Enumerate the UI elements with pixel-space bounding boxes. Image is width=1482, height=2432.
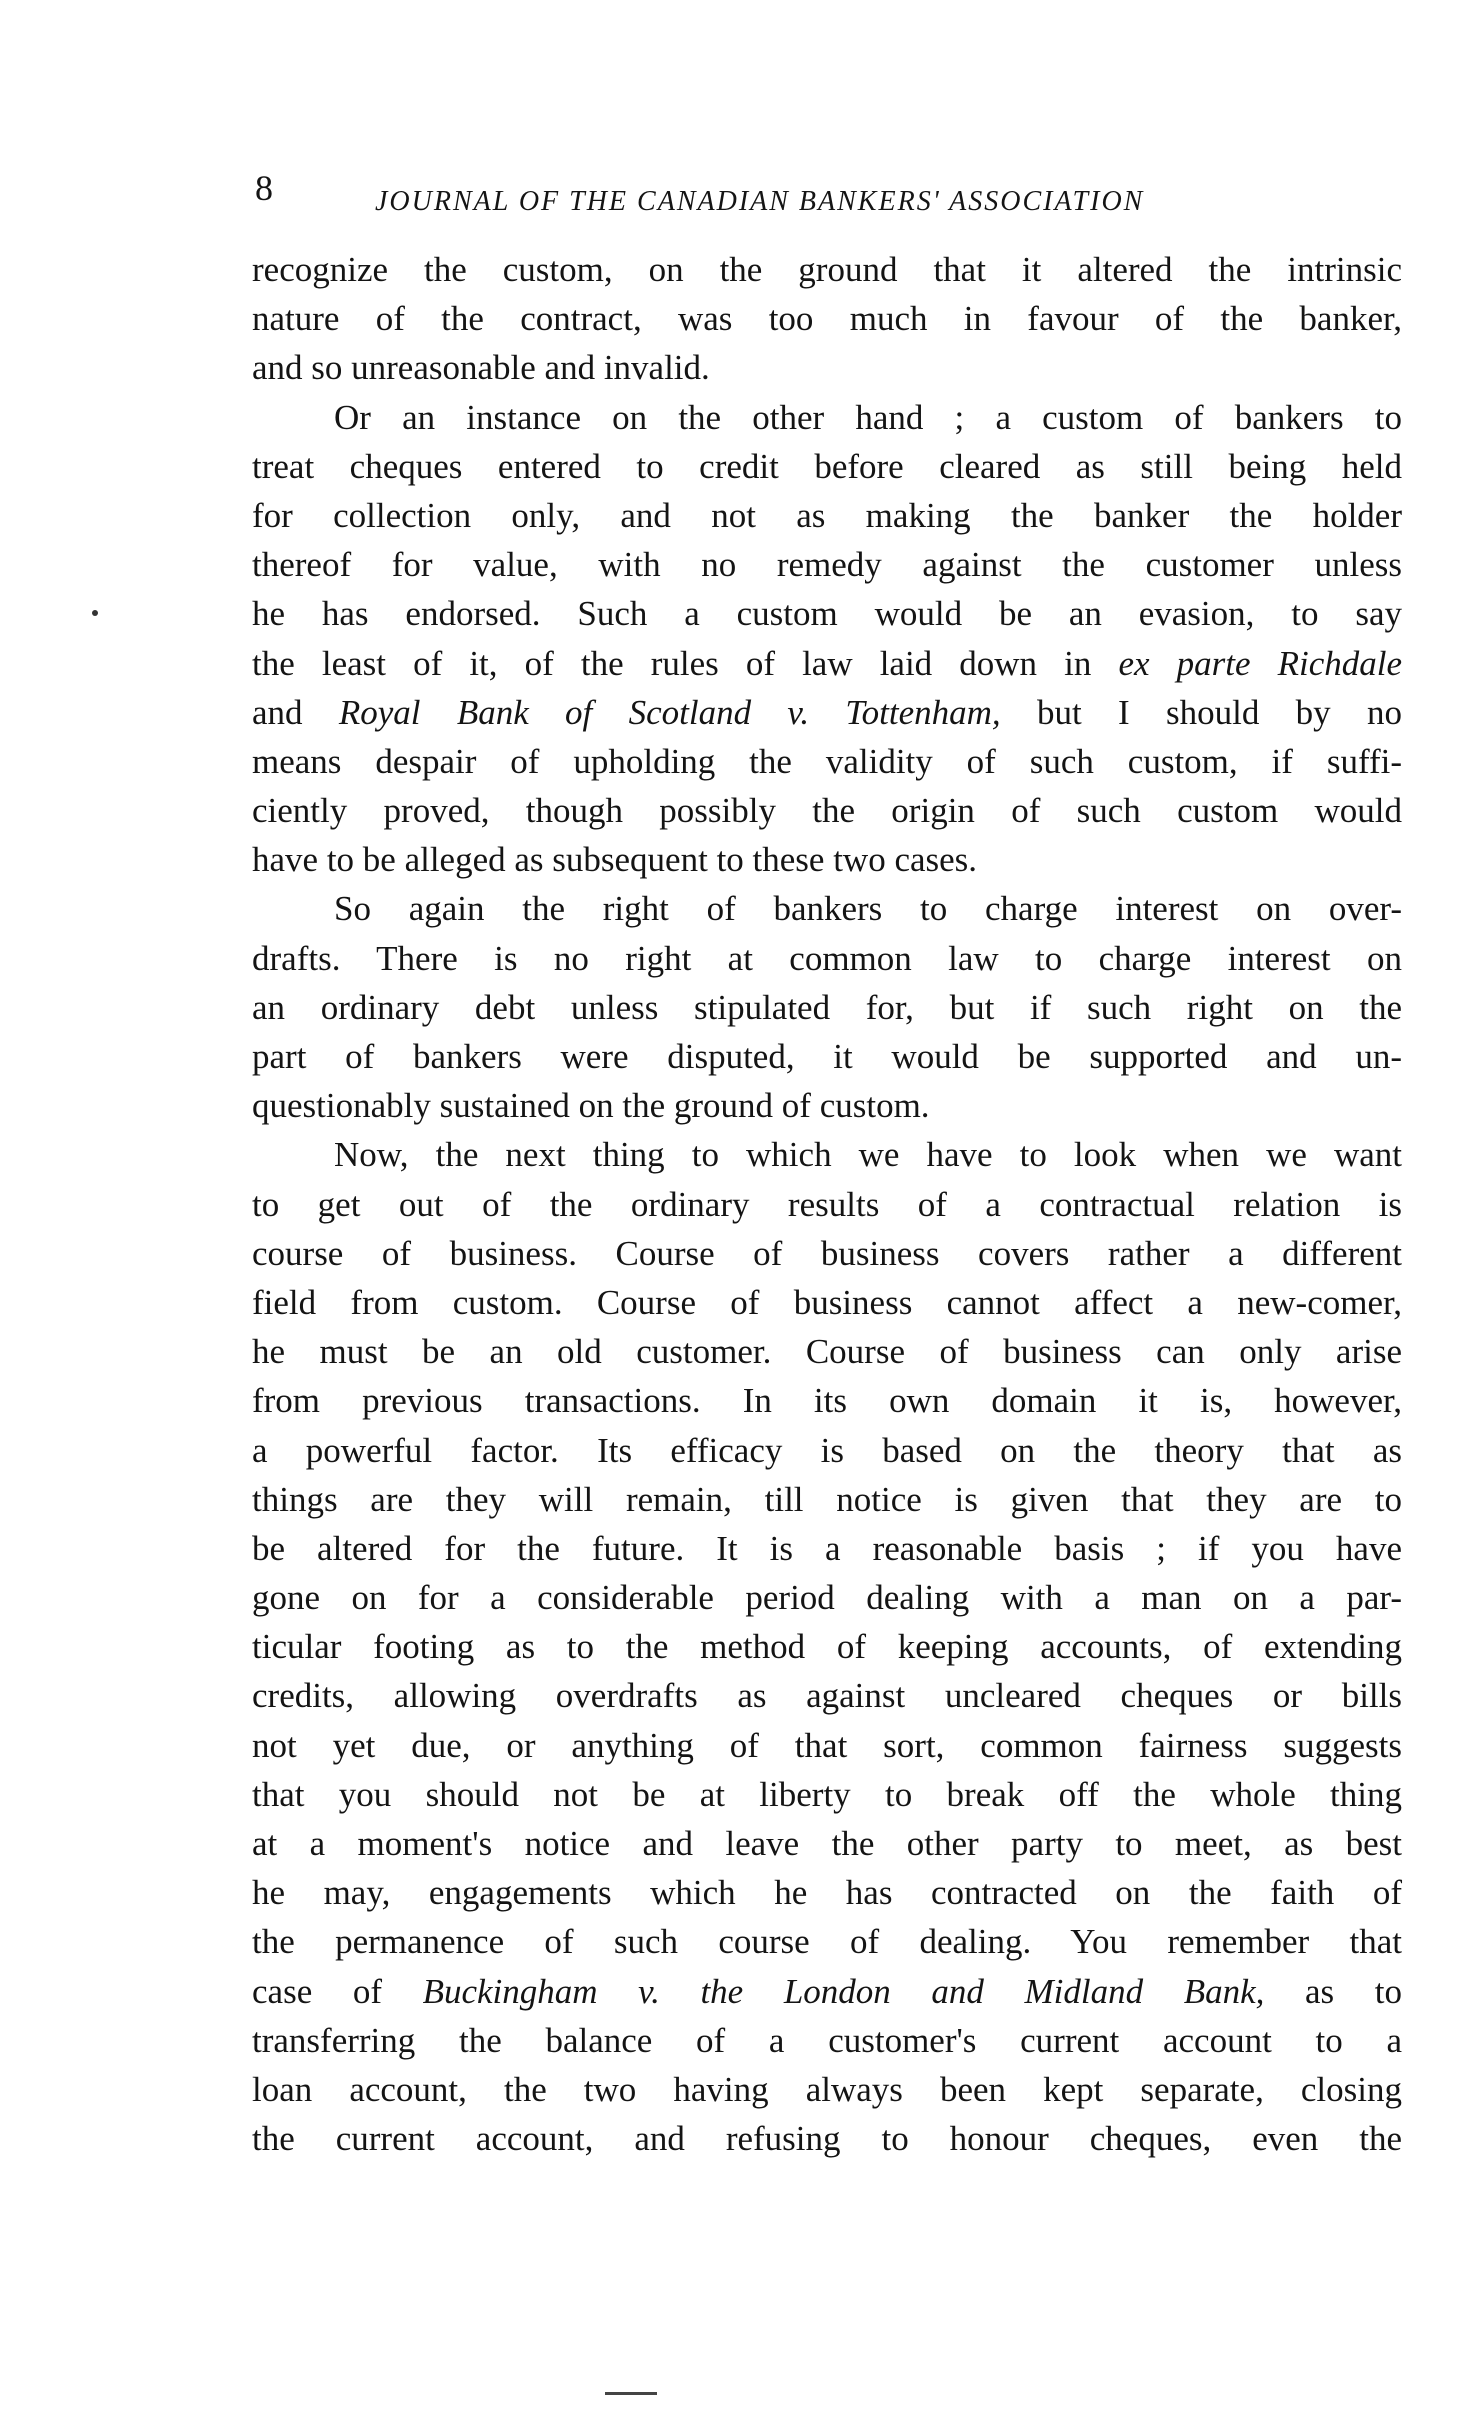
text-line: Or an instance on the other hand ; a custom of bankers to <box>334 397 1402 437</box>
stray-margin-mark <box>92 610 98 616</box>
page-number: 8 <box>255 168 273 208</box>
text-line: have to be alleged as subsequent to these two cases. <box>252 840 978 880</box>
text-line: a powerful factor. Its efficacy is based on the theory that as <box>252 1430 1402 1470</box>
text-line: loan account, the two having always been kept separate, closing <box>252 2069 1402 2109</box>
body-text <box>252 245 1402 2163</box>
case-citation: ex parte Richdale <box>1118 643 1402 683</box>
text-line: the current account, and refusing to honour cheques, even the <box>252 2119 1402 2159</box>
text-line: treat cheques entered to credit before cleared as still being held <box>252 446 1402 486</box>
text-line: field from custom. Course of business cannot affect a new-comer, <box>252 1282 1402 1322</box>
text-line: ciently proved, though possibly the origin of such custom would <box>252 791 1402 831</box>
text-segment: and <box>252 692 339 732</box>
text-line: be altered for the future. It is a reasonable basis ; if you have <box>252 1528 1402 1568</box>
text-line: things are they will remain, till notice is given that they are to <box>252 1479 1402 1519</box>
case-citation: Buckingham v. the London and Midland Bank, <box>422 1971 1265 2011</box>
text-line: recognize the custom, on the ground that it altered the intrinsic <box>252 250 1402 289</box>
text-line: questionably sustained on the ground of custom. <box>252 1086 930 1126</box>
text-line: at a moment's notice and leave the other party to meet, as best <box>252 1824 1402 1863</box>
text-line <box>252 688 1402 737</box>
text-line: course of business. Course of business covers rather a different <box>252 1233 1402 1273</box>
text-line: that you should not be at liberty to break off the whole thing <box>252 1774 1402 1814</box>
text-line: for collection only, and not as making the banker the holder <box>252 495 1402 535</box>
text-line: credits, allowing overdrafts as against uncleared cheques or bills <box>252 1676 1402 1716</box>
text-line <box>252 639 1402 688</box>
text-line: the permanence of such course of dealing. You remember that <box>252 1922 1402 1962</box>
text-line: not yet due, or anything of that sort, common fairness suggests <box>252 1725 1402 1765</box>
text-line: transferring the balance of a customer's current account to a <box>252 2020 1402 2060</box>
text-line: to get out of the ordinary results of a contractual relation is <box>252 1184 1402 1224</box>
case-citation: Royal Bank of Scotland v. Tottenham, <box>338 692 1001 732</box>
running-head: JOURNAL OF THE CANADIAN BANKERS' ASSOCIATION <box>375 186 1145 217</box>
text-line: So again the right of bankers to charge interest on over- <box>334 889 1402 929</box>
text-line: an ordinary debt unless stipulated for, but if such right on the <box>252 987 1402 1027</box>
text-line: ticular footing as to the method of keeping accounts, of extending <box>252 1627 1402 1667</box>
bottom-printer-mark <box>605 2392 657 2395</box>
text-line: means despair of upholding the validity of such custom, if suffi- <box>252 741 1402 781</box>
text-line: he has endorsed. Such a custom would be an evasion, to say <box>252 594 1402 634</box>
text-segment: as to <box>1264 1971 1402 2011</box>
text-line: gone on for a considerable period dealing with a man on a par- <box>252 1578 1402 1618</box>
text-segment: but I should by no <box>1000 692 1402 732</box>
text-segment: case of <box>252 1971 423 2011</box>
text-line: he must be an old customer. Course of business can only arise <box>252 1332 1402 1372</box>
text-line: from previous transactions. In its own domain it is, however, <box>252 1381 1402 1421</box>
text-line: and so unreasonable and invalid. <box>252 348 710 388</box>
text-line: drafts. There is no right at common law to charge interest on <box>252 938 1402 978</box>
text-line: thereof for value, with no remedy against the customer unless <box>252 545 1402 585</box>
text-line <box>252 1967 1402 2016</box>
text-line: part of bankers were disputed, it would be supported and un- <box>252 1037 1402 1076</box>
text-line: Now, the next thing to which we have to look when we want <box>334 1135 1402 1175</box>
text-line: he may, engagements which he has contracted on the faith of <box>252 1873 1402 1913</box>
text-segment: the least of it, of the rules of law laid down in <box>252 643 1119 683</box>
text-line: nature of the contract, was too much in favour of the banker, <box>252 299 1402 339</box>
